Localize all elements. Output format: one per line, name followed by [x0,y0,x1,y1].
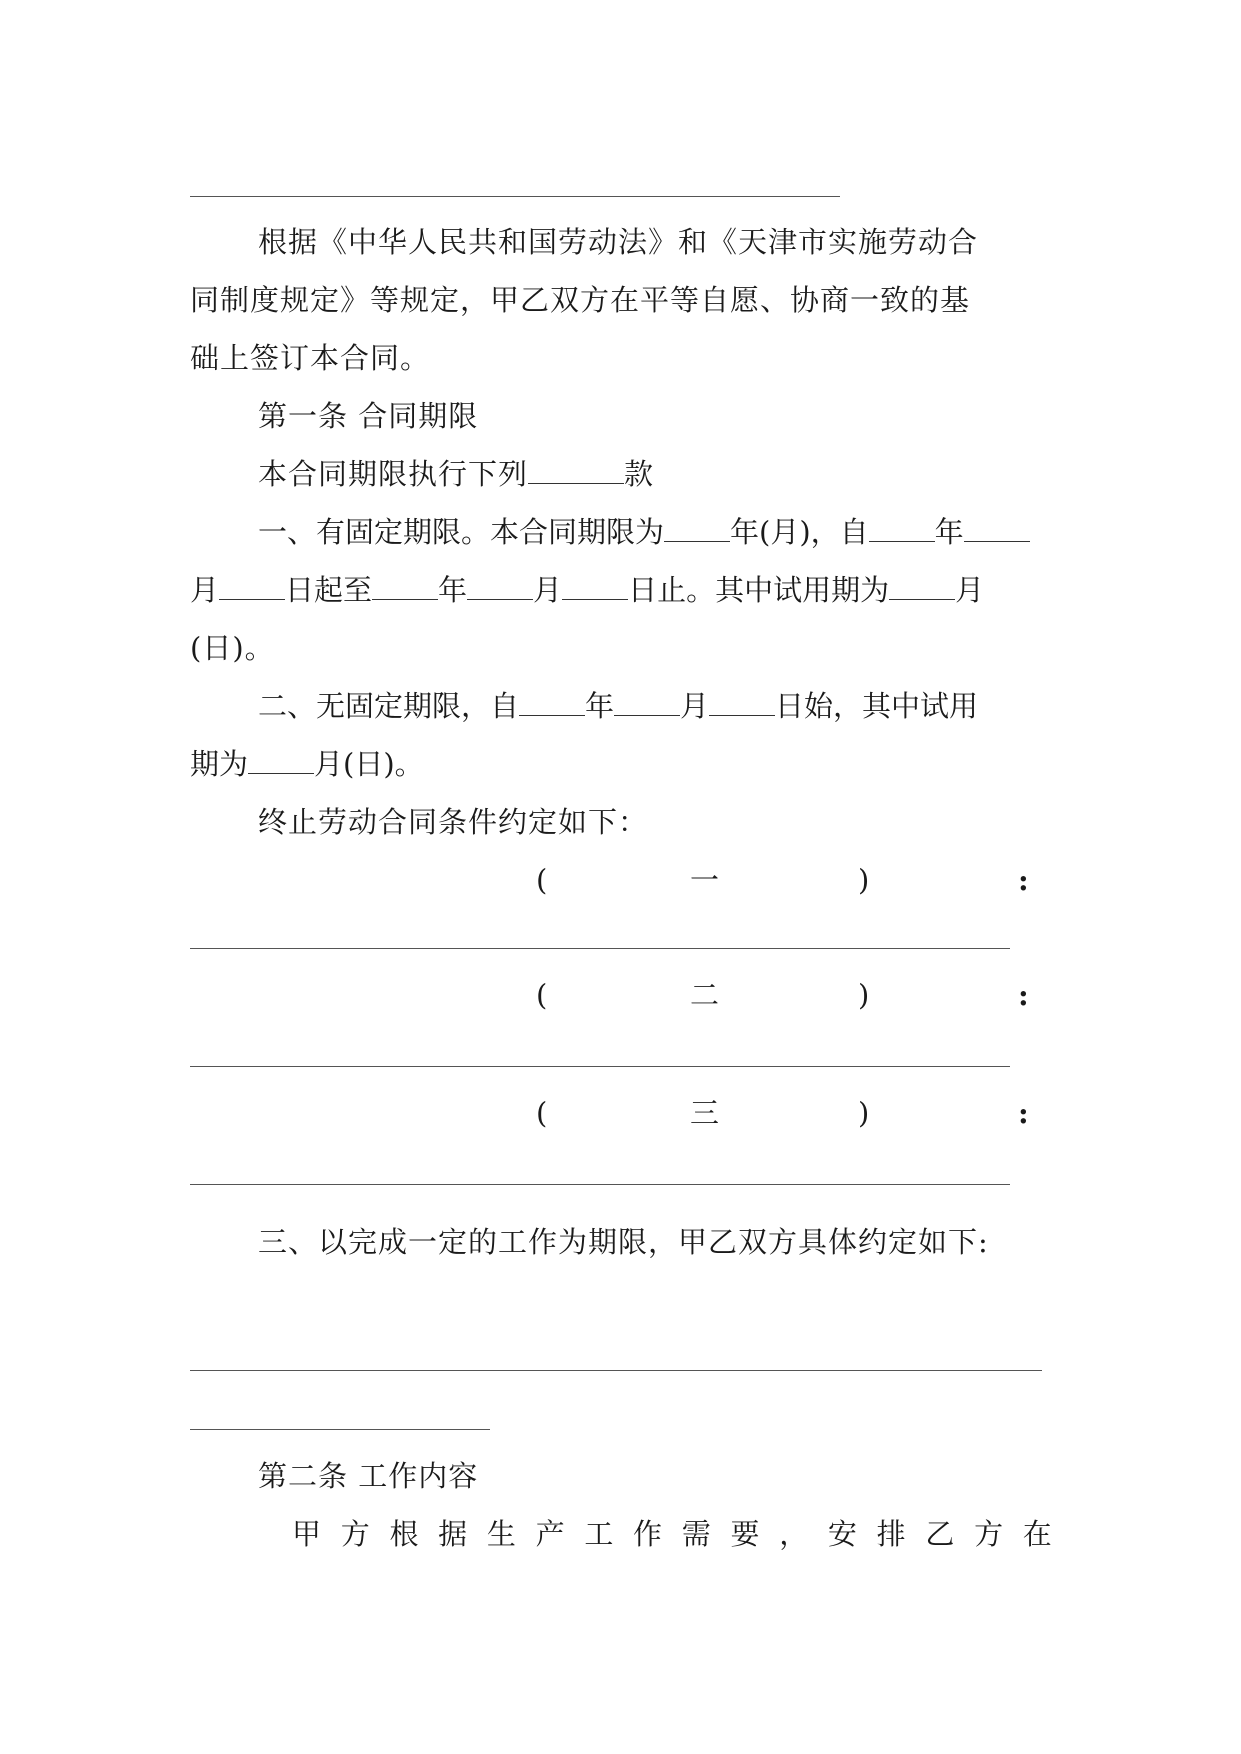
char: 甲 [292,1517,322,1551]
start-year-blank[interactable] [869,513,935,542]
preamble-line-2: 同制度规定》等规定，甲乙双方在平等自愿、协商一致的基 [190,283,971,317]
char: 需 [681,1517,711,1551]
article-1-heading: 第一条 合同期限 [258,399,479,433]
char: 产 [535,1517,565,1551]
char: 排 [876,1517,906,1551]
month-label: 月 [190,573,220,607]
char: 根 [389,1517,419,1551]
open-probation-label: 日始，其中试用 [775,689,979,723]
preamble-line-1: 根据《中华人民共和国劳动法》和《天津市实施劳动合 [258,225,979,259]
task-based-term: 三、以完成一定的工作为期限，甲乙双方具体约定如下: [258,1225,989,1259]
month-label-2: 月 [533,573,563,607]
condition-2-blank-line[interactable] [190,1066,1010,1067]
open-start-month-blank[interactable] [614,687,680,716]
colon: : [1018,1096,1029,1130]
end-month-blank[interactable] [467,571,533,600]
preamble-line-3: 础上签订本合同。 [190,341,431,375]
open-paren: ( [536,863,548,897]
condition-number: 一 [690,863,720,897]
open-term-line-1 [258,686,978,726]
top-blank-line [190,196,840,197]
termination-intro: 终止劳动合同条件约定如下： [258,805,649,839]
article-2-line-1 [292,1514,1052,1554]
probation-blank[interactable] [889,571,955,600]
char: 要 [730,1517,760,1551]
open-start-day-blank[interactable] [709,687,775,716]
end-day-blank[interactable] [562,571,628,600]
open-start-year-blank[interactable] [519,687,585,716]
fixed-term-line-2 [190,570,984,610]
open-year-label: 年 [585,689,615,723]
char: ， [779,1517,809,1551]
year-label: 年 [934,515,964,549]
open-paren: ( [536,978,548,1012]
end-year-blank[interactable] [372,571,438,600]
term-length-blank[interactable] [664,513,730,542]
year-label-2: 年 [438,573,468,607]
condition-row-1 [190,860,1040,900]
close-paren: ) [858,978,870,1012]
open-term-line-2 [190,744,424,784]
task-blank-line-1[interactable] [190,1370,1042,1371]
close-paren: ) [858,863,870,897]
colon: : [1018,978,1029,1012]
colon: : [1018,863,1029,897]
open-month-label: 月 [680,689,710,723]
char: 据 [438,1517,468,1551]
condition-row-2 [190,975,1040,1015]
fixed-term-line-3: (日)。 [190,631,275,665]
char: 方 [340,1517,370,1551]
probation-label: 日止。其中试用期为 [628,573,890,607]
char: 作 [633,1517,663,1551]
from-to-label: 日起至 [285,573,373,607]
fixed-term-line-1 [258,512,1030,552]
month-label-3: 月 [955,573,985,607]
char: 乙 [925,1517,955,1551]
intro-suffix: 款 [624,457,655,491]
char: 在 [1022,1517,1052,1551]
article-1-intro [258,454,654,494]
start-month-blank[interactable] [964,513,1030,542]
open-paren: ( [536,1096,548,1130]
probation-suffix: 月(日)。 [314,747,424,781]
intro-text: 本合同期限执行下列 [258,457,529,491]
char: 方 [974,1517,1004,1551]
open-term-label: 二、无固定期限，自 [258,689,520,723]
condition-1-blank-line[interactable] [190,948,1010,949]
article-2-heading: 第二条 工作内容 [258,1459,479,1493]
condition-row-3 [190,1093,1040,1133]
char: 生 [486,1517,516,1551]
close-paren: ) [858,1096,870,1130]
condition-3-blank-line[interactable] [190,1184,1010,1185]
fixed-term-label: 一、有固定期限。本合同期限为 [258,515,665,549]
condition-number: 三 [690,1096,720,1130]
start-day-blank[interactable] [219,571,285,600]
year-month-label: 年(月)，自 [730,515,869,549]
task-blank-line-2[interactable] [190,1429,490,1430]
clause-number-blank[interactable] [528,455,624,484]
char: 安 [827,1517,857,1551]
condition-number: 二 [690,978,720,1012]
open-probation-blank[interactable] [248,745,314,774]
probation-prefix: 期为 [190,747,249,781]
char: 工 [584,1517,614,1551]
